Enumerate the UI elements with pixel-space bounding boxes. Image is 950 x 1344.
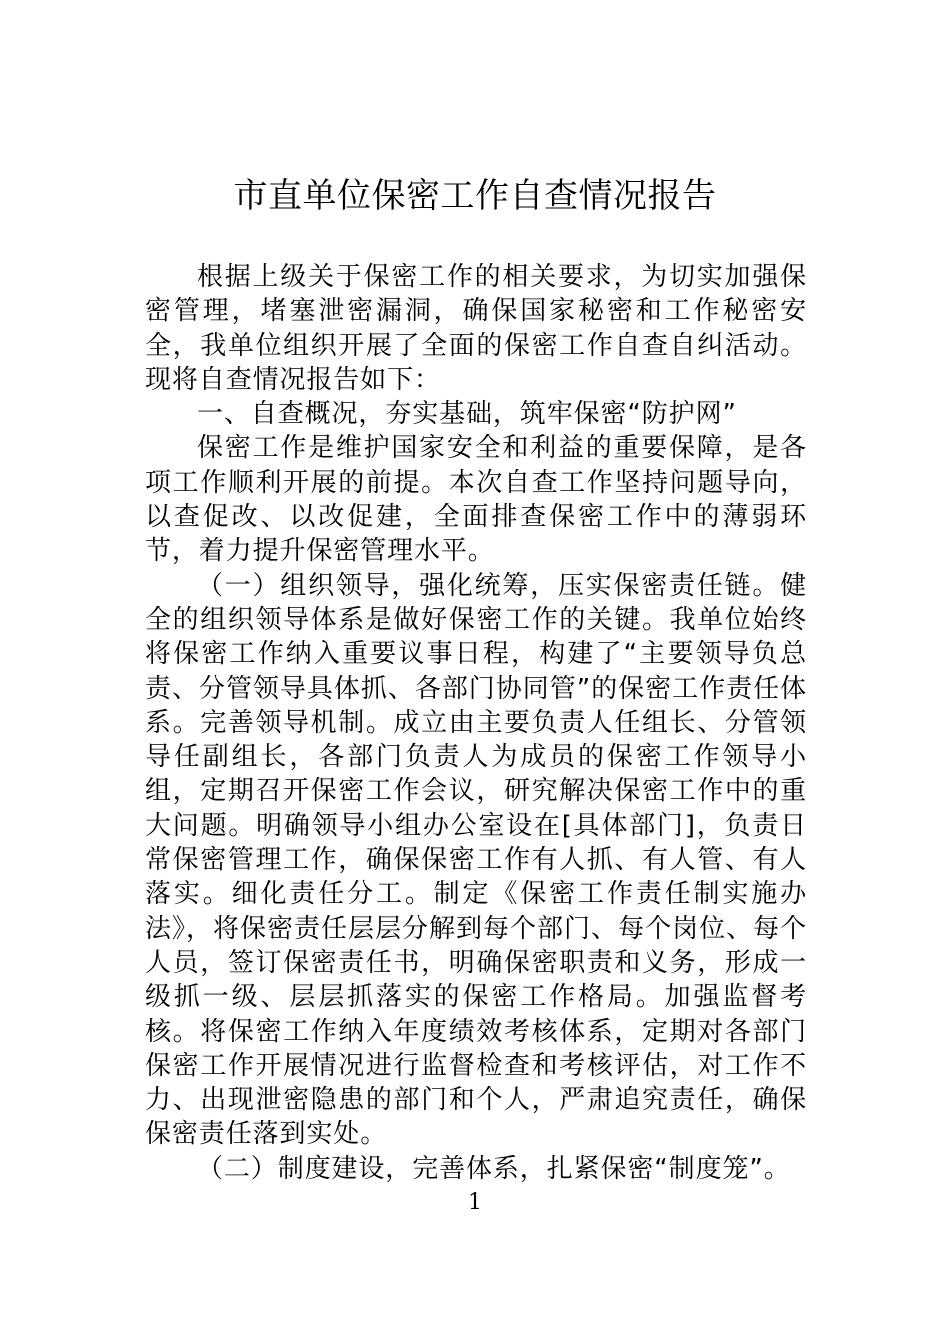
page-number: 1 bbox=[468, 1190, 482, 1215]
subsection-2-heading: （二）制度建设，完善体系，扎紧保密“制度笼”。 bbox=[197, 1153, 791, 1184]
intro-paragraph: 根据上级关于保密工作的相关要求，为切实加强保密管理，堵塞泄密漏洞，确保国家秘密和工作秘密安全，我单位组织开展了全面的保密工作自查自纠活动。现将自查情况报告如下： bbox=[145, 262, 807, 395]
subsection-1-paragraph: （一）组织领导，强化统筹，压实保密责任链。健全的组织领导体系是做好保密工作的关键。我单位始终将保密工作纳入重要议事日程，构建了“主要领导负总责、分管领导具体抓、各部门协同管”的保密工作责任体系。完善领导机制。成立由主要负责人任组长、分管领导任副组长，各部门负责人为成员的保密工作领导小组，定期召开保密工作会议，研究解决保密工作中的重大问题。明确领导小组办公室设在[具体部门]，负责日常保密管理工作，确保保密工作有人抓、有人管、有人落实。细化责任分工。制定《保密工作责任制实施办法》，将保密责任层层分解到每个部门、每个岗位、每个人员，签订保密责任书，明确保密职责和义务，形成一级抓一级、层层抓落实的保密工作格局。加强监督考核。将保密工作纳入年度绩效考核体系，定期对各部门保密工作开展情况进行监督检查和考核评估，对工作不力、出现泄密隐患的部门和个人，严肃追究责任，确保保密责任落到实处。 bbox=[145, 570, 807, 1150]
section-1-paragraph: 保密工作是维护国家安全和利益的重要保障，是各项工作顺利开展的前提。本次自查工作坚持问题导向，以查促改、以改促建，全面排查保密工作中的薄弱环节，着力提升保密管理水平。 bbox=[145, 433, 807, 567]
document-body bbox=[145, 260, 807, 1186]
document-title: 市直单位保密工作自查情况报告 bbox=[233, 176, 717, 216]
section-heading-1: 一、自查概况，夯实基础，筑牢保密“防护网” bbox=[197, 399, 737, 430]
